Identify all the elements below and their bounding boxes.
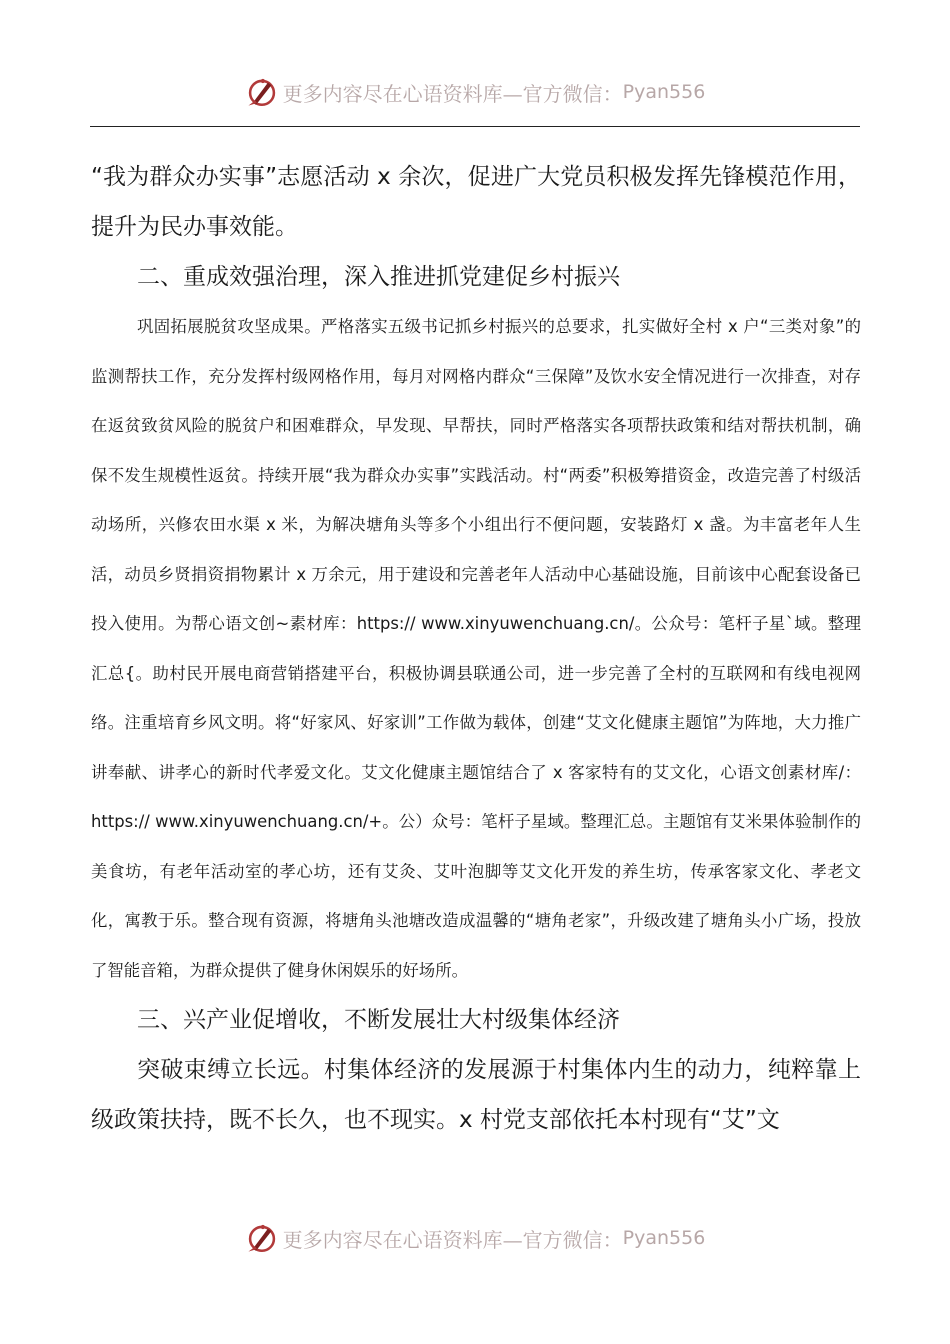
header-divider [90, 126, 860, 127]
watermark-text: 更多内容尽在心语资料库—官方微信： [282, 1227, 623, 1252]
brush-logo-icon [245, 1221, 279, 1255]
paragraph-collective-economy: 突破束缚立长远。村集体经济的发展源于村集体内生的动力，纯粹靠上级政策扶持，既不长久，也不现实。x 村党支部依托本村现有“艾”文 [91, 1057, 861, 1133]
section-heading-3: 三、兴产业促增收，不断发展壮大村级集体经济 [137, 1007, 620, 1033]
paragraph-volunteer-activities: “我为群众办实事”志愿活动 x 余次，促进广大党员积极发挥先锋模范作用，提升为民办事效能。 [91, 164, 861, 240]
brush-logo-icon [245, 75, 279, 109]
document-body [91, 152, 861, 1145]
watermark-wechat-id: Pyan556 [622, 1227, 706, 1249]
section-heading-2: 二、重成效强治理，深入推进抓党建促乡村振兴 [137, 264, 620, 290]
header-watermark [0, 72, 950, 112]
watermark-text: 更多内容尽在心语资料库—官方微信： [282, 81, 623, 106]
paragraph-rural-revitalization: 巩固拓展脱贫攻坚成果。严格落实五级书记抓乡村振兴的总要求，扎实做好全村 x 户“三类对象”的监测帮扶工作，充分发挥村级网格作用，每月对网格内群众“三保障”及饮水安全情况进行一次排查，对存在返贫致贫风险的脱贫户和困难群众，早发现、早帮扶，同时严格落实各项帮扶政策和结对帮扶机制，确保不发生规模性返贫。持续开展“我为群众办实事”实践活动。村“两委”积极筹措资金，改造完善了村级活动场所，兴修农田水渠 x 米，为解决塘角头等多个小组出行不便问题，安装路灯 x 盏。为丰富老年人生活，动员乡贤捐资捐物累计 x 万余元，用于建设和完善老年人活动中心基础设施，目前该中心配套设备已投入使用。为帮心语文创~素材库：https:// www.xinyuwenchuang.cn/。公众号：笔杆子星`域。整理汇总{。助村民开展电商营销搭建平台，积极协调县联通公司，进一步完善了全村的互联网和有线电视网络。注重培育乡风文明。将“好家风、好家训”工作做为载体，创建“艾文化健康主题馆”为阵地，大力推广讲奉献、讲孝心的新时代孝爱文化。艾文化健康主题馆结合了 x 客家特有的艾文化，心语文创素材库/：https:// www.xinyuwenchuang.cn/+。公）众号：笔杆子星域。整理汇总。主题馆有艾米果体验制作的美食坊，有老年活动室的孝心坊，还有艾灸、艾叶泡脚等艾文化开发的养生坊，传承客家文化、孝老文化，寓教于乐。整合现有资源，将塘角头池塘改造成温馨的“塘角老家”，升级改建了塘角头小广场，投放了智能音箱，为群众提供了健身休闲娱乐的好场所。 [91, 317, 861, 980]
footer-watermark [0, 1218, 950, 1258]
watermark-wechat-id: Pyan556 [622, 81, 706, 103]
